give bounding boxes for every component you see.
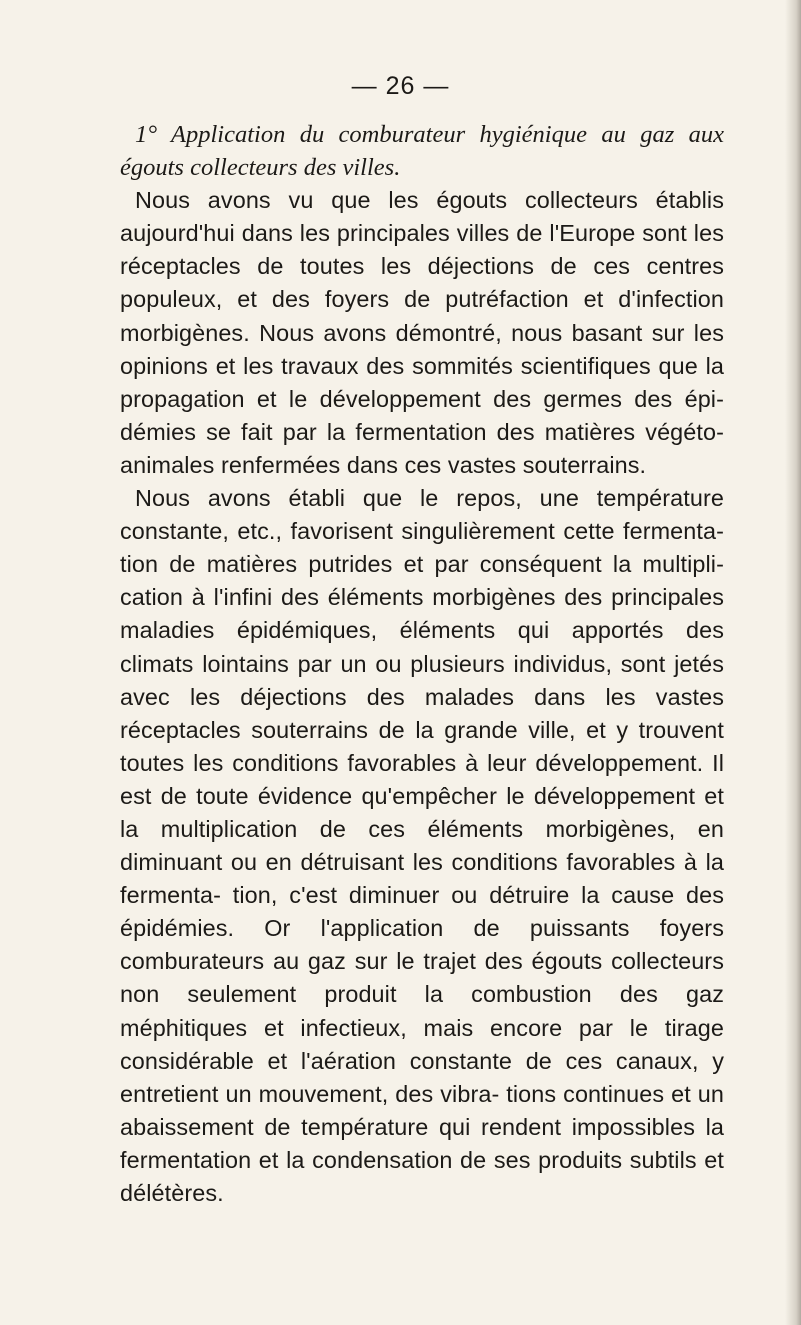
section-heading (120, 118, 724, 184)
text-body (120, 118, 724, 1210)
paragraph-1: Nous avons vu que les égouts collecteurs établis aujourd'hui dans les principales villes de l'Europe sont les réceptacles de toutes les déjections de ces centres populeux, et des foyers de putréfaction et d'infection morbigènes. Nous avons démontré, nous basant sur les opinions et les travaux des sommités scientifiques que la propagation et le développement des germes des épi- démies se fait par la fermentation des matières végéto- animales renfermées dans ces vastes souterrains. (120, 187, 724, 478)
page-edge-shadow (785, 0, 801, 1325)
section-marker: 1° (135, 121, 158, 148)
paragraph-2: Nous avons établi que le repos, une température constante, etc., favorisent singulièrement cette fermenta- tion de matières putrides et par conséquent la multipli- cation à l'infini des éléments morbigènes des principales maladies épidémiques, éléments qui apportés des climats lointains par un ou plusieurs individus, sont jetés avec les déjections des malades dans les vastes réceptacles souterrains de la grande ville, et y trouvent toutes les conditions favorables à leur développement. Il est de toute évidence qu'empêcher le développement et la multiplication de ces éléments morbigènes, en diminuant ou en détruisant les conditions favorables à la fermenta- tion, c'est diminuer ou détruire la cause des épidémies. Or l'application de puissants foyers comburateurs au gaz sur le trajet des égouts collecteurs non seulement produit la combustion des gaz méphitiques et infectieux, mais encore par le tirage considérable et l'aération constante de ces canaux, y entretient un mouvement, des vibra- tions continues et un abaissement de température qui rendent impossibles la fermentation et la condensation de ses produits subtils et délétères. (120, 485, 724, 1206)
page-number: — 26 — (351, 72, 450, 100)
section-title: Application du comburateur hygiénique au gaz aux égouts collecteurs des villes. (120, 121, 725, 182)
